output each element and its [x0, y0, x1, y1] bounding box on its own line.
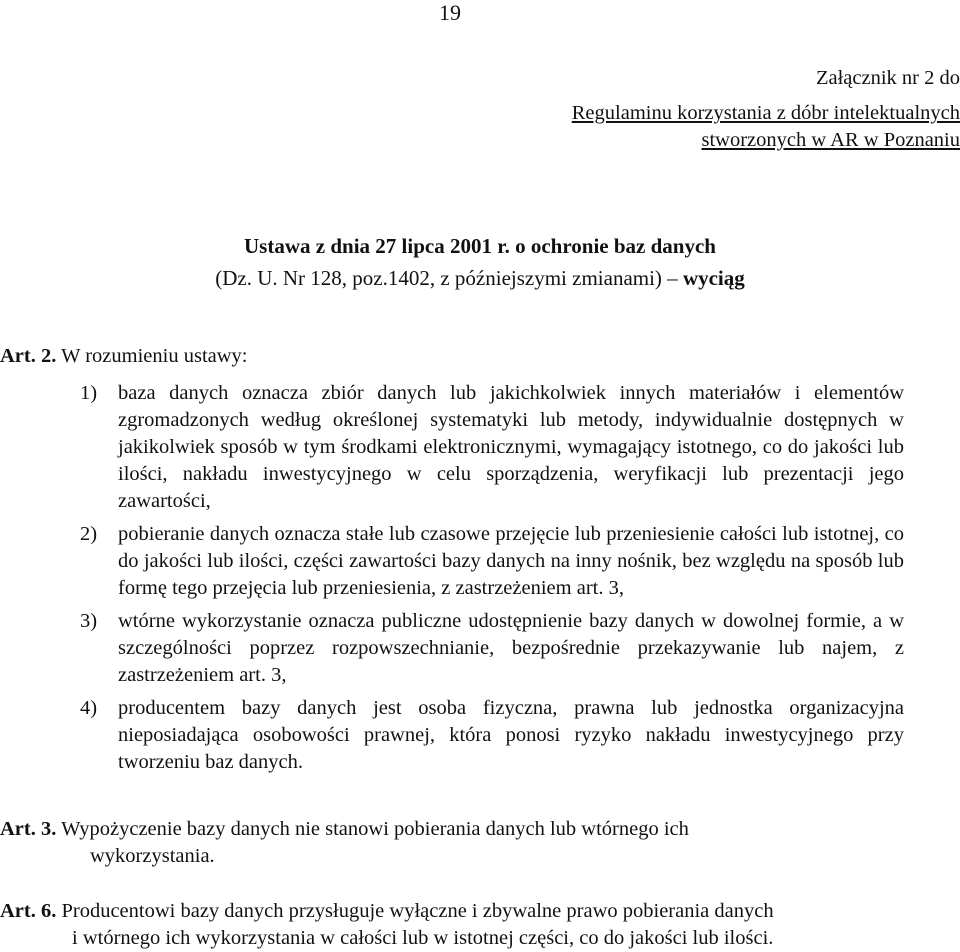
list-item — [80, 521, 904, 602]
art3-label: Art. 3. — [0, 818, 57, 840]
art3-paragraph — [0, 816, 904, 870]
document-header — [0, 230, 960, 294]
art2-definitions-list — [80, 380, 904, 776]
annex-regulation-line1: Regulaminu korzystania z dóbr intelektualnych — [571, 102, 960, 124]
list-item — [80, 380, 904, 515]
list-item — [80, 608, 904, 689]
excerpt-label: wyciąg — [682, 266, 745, 290]
art2-intro: W rozumieniu ustawy: — [61, 345, 248, 367]
art6-paragraph — [0, 898, 904, 952]
item-number: 1) — [80, 382, 98, 404]
art3-text-line2: wykorzystania. — [90, 845, 215, 867]
annex-title: Załącznik nr 2 do — [815, 67, 960, 89]
item-text: wtórne wykorzystanie oznacza publiczne udostępnienie bazy danych w dowolnej formie, a w szczególności poprzez rozpowszechnianie, bezpośrednie przekazywanie lub najem, z zastrzeżeniem art. 3, — [118, 610, 904, 686]
art2-heading — [0, 343, 248, 370]
art6-text-line1: Producentowi bazy danych przysługuje wyłączne i zbywalne prawo pobierania danych — [61, 900, 774, 922]
item-text: baza danych oznacza zbiór danych lub jakichkolwiek innych materiałów i elementów zgromadzonych według określonej systematyki lub metody, indywidualnie dostępnych w jakikolwiek sposób w tym środkami elektronicznymi, wymagający istotnego, co do jakości lub ilości, nakładu inwestycyjnego w celu sporządzenia, weryfikacji lub prezentacji jego zawartości, — [118, 382, 904, 512]
annex-block — [460, 62, 960, 156]
item-number: 4) — [80, 697, 98, 719]
annex-regulation-line2: stworzonych w AR w Poznaniu — [701, 129, 960, 151]
page-number: 19 — [439, 0, 461, 25]
art2-label: Art. 2. — [0, 345, 57, 367]
art3-text-line1: Wypożyczenie bazy danych nie stanowi pobierania danych lub wtórnego ich — [61, 818, 689, 840]
list-item — [80, 695, 904, 776]
act-citation — [0, 262, 960, 294]
act-title: Ustawa z dnia 27 lipca 2001 r. o ochronie baz danych — [244, 234, 716, 258]
art6-text-line2: i wtórnego ich wykorzystania w całości lub w istotnej części, co do jakości lub ilości. — [72, 927, 774, 949]
art6-label: Art. 6. — [0, 900, 57, 922]
item-text: pobieranie danych oznacza stałe lub czasowe przejęcie lub przeniesienie całości lub istotnej, co do jakości lub ilości, części zawartości bazy danych na inny nośnik, bez względu na sposób lub formę tego przejęcia lub przeniesienia, z zastrzeżeniem art. 3, — [118, 523, 904, 599]
act-citation-text: (Dz. U. Nr 128, poz.1402, z późniejszymi zmianami) – — [215, 266, 678, 290]
item-number: 3) — [80, 610, 98, 632]
item-number: 2) — [80, 523, 98, 545]
item-text: producentem bazy danych jest osoba fizyczna, prawna lub jednostka organizacyjna nieposiadająca osobowości prawnej, która ponosi ryzyko nakładu inwestycyjnego przy tworzeniu baz danych. — [118, 697, 904, 773]
